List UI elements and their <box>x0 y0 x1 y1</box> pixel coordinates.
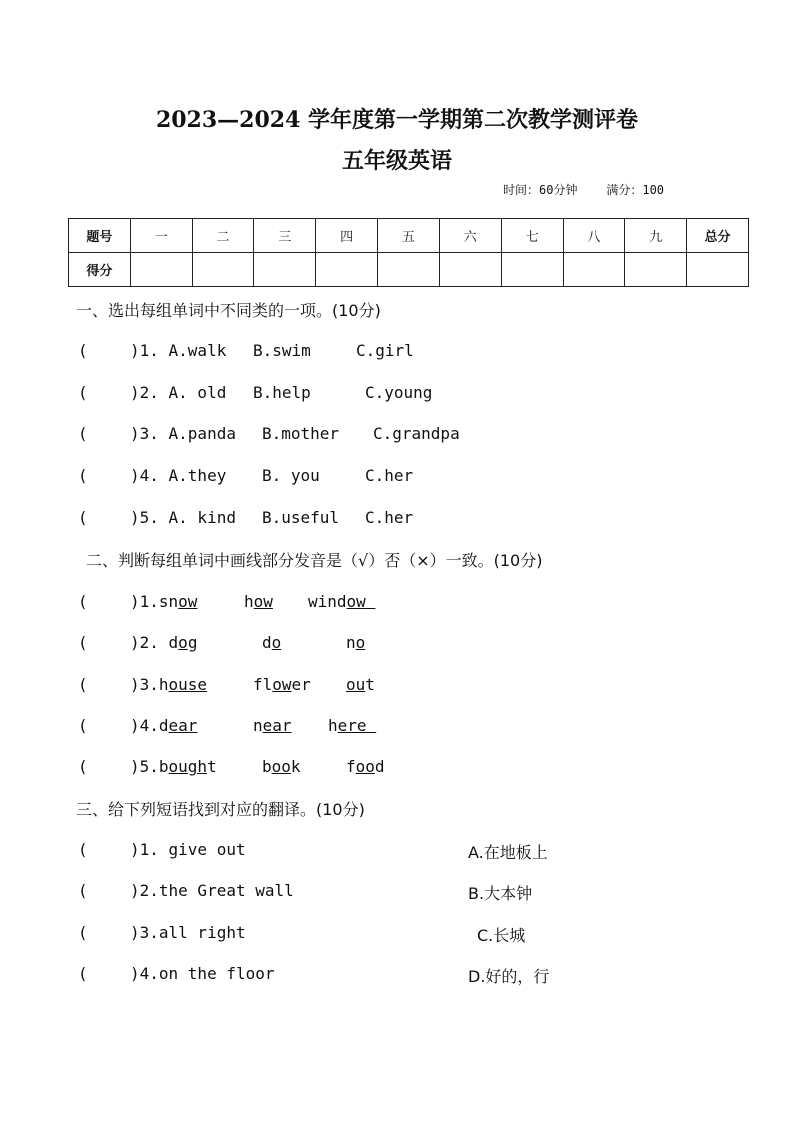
score-cell-q9: 九 <box>625 219 687 253</box>
word-2-text: b <box>262 757 272 776</box>
word-1 <box>130 716 197 735</box>
score-input-4[interactable] <box>316 253 378 287</box>
score-table-score-row <box>69 253 749 287</box>
word-3-text: h <box>328 716 338 735</box>
section1-heading: 一、选出每组单词中不同类的一项。(10分) <box>76 301 381 320</box>
word-3 <box>346 757 385 776</box>
answer-blank[interactable]: ( <box>78 757 88 776</box>
word-3 <box>328 716 376 735</box>
word-1-underlined: ouse <box>168 675 208 694</box>
score-cell-q6: 六 <box>439 219 501 253</box>
score-cell-q3: 三 <box>254 219 316 253</box>
word-2 <box>244 592 273 611</box>
score-input-5[interactable] <box>378 253 440 287</box>
option-b: B.swim <box>253 341 311 360</box>
word-1 <box>130 757 217 776</box>
list-item <box>78 633 366 657</box>
word-2-underlined: ow <box>253 592 273 611</box>
option-a: )2. A. old <box>130 383 227 402</box>
option-c: C.her <box>365 508 414 527</box>
list-item <box>78 383 433 407</box>
option-a: )1. A.walk <box>130 341 227 360</box>
score-cell-q8: 八 <box>563 219 625 253</box>
list-item <box>78 466 414 490</box>
word-1-tail: g <box>187 633 198 652</box>
answer-blank[interactable]: ( <box>78 466 88 485</box>
option-a: )4. A.they <box>130 466 227 485</box>
score-cell-total: 总分 <box>687 219 749 253</box>
score-input-6[interactable] <box>439 253 501 287</box>
answer-blank[interactable]: ( <box>78 508 88 527</box>
exam-subtitle: 五年级英语 <box>341 148 452 174</box>
answer-blank[interactable]: ( <box>78 675 88 694</box>
word-3-underlined: ow <box>346 592 376 611</box>
option-a: )5. A. kind <box>130 508 236 527</box>
word-2 <box>253 675 311 694</box>
option-c: C.grandpa <box>373 424 460 443</box>
list-item <box>78 881 533 905</box>
word-1-text: )4.d <box>130 716 169 735</box>
phrase: )3.all right <box>130 923 246 942</box>
list-item <box>78 424 460 448</box>
word-2-underlined: oo <box>271 757 291 776</box>
phrase: )1. give out <box>130 840 246 859</box>
word-3-tail: d <box>374 757 385 776</box>
word-2 <box>262 757 301 776</box>
option-b: B.mother <box>262 424 340 443</box>
list-item <box>78 757 385 781</box>
word-1 <box>130 592 197 611</box>
word-2-text: h <box>244 592 254 611</box>
word-1-underlined: ow <box>178 592 198 611</box>
list-item <box>78 341 414 365</box>
phrase: )2.the Great wall <box>130 881 294 900</box>
list-item <box>78 923 526 947</box>
option-c: C.young <box>365 383 433 402</box>
list-item <box>78 716 377 740</box>
word-1-tail: t <box>207 757 217 776</box>
word-1-text: )3.h <box>130 675 169 694</box>
word-1-underlined: ough <box>168 757 208 776</box>
answer-blank[interactable]: ( <box>78 840 88 859</box>
answer-blank[interactable]: ( <box>78 633 88 652</box>
answer-blank[interactable]: ( <box>78 881 88 900</box>
answer-blank[interactable]: ( <box>78 341 88 360</box>
translation-option: D.好的，行 <box>468 967 550 986</box>
word-1 <box>130 675 207 694</box>
score-cell-q4: 四 <box>316 219 378 253</box>
option-b: B.help <box>253 383 311 402</box>
word-1-underlined: o <box>178 633 188 652</box>
word-3-underlined: oo <box>355 757 375 776</box>
option-b: B. you <box>262 466 320 485</box>
score-input-1[interactable] <box>130 253 192 287</box>
word-2-text: n <box>253 716 263 735</box>
score-cell-q2: 二 <box>192 219 254 253</box>
translation-option: A.在地板上 <box>468 843 548 862</box>
phrase: )4.on the floor <box>130 964 275 983</box>
word-2-tail: k <box>290 757 301 776</box>
word-1-text: )1.sn <box>130 592 179 611</box>
word-3-underlined: ou <box>346 675 366 694</box>
word-3-underlined: ere <box>337 716 377 735</box>
word-2-text: d <box>262 633 272 652</box>
score-input-total[interactable] <box>687 253 749 287</box>
list-item <box>78 840 548 864</box>
answer-blank[interactable]: ( <box>78 716 88 735</box>
word-1-text: )2. d <box>130 633 179 652</box>
list-item <box>78 592 376 616</box>
score-table <box>68 218 749 287</box>
answer-blank[interactable]: ( <box>78 964 88 983</box>
word-2 <box>253 716 292 735</box>
score-input-2[interactable] <box>192 253 254 287</box>
section2-heading: 二、判断每组单词中画线部分发音是（√）否（×）一致。(10分) <box>86 551 543 570</box>
word-3 <box>346 633 365 652</box>
word-3-underlined: o <box>355 633 366 652</box>
exam-title: 2023—2024 学年度第一学期第二次教学测评卷 <box>155 107 639 133</box>
score-input-9[interactable] <box>625 253 687 287</box>
word-2-text: fl <box>253 675 273 694</box>
word-2-underlined: ow <box>272 675 292 694</box>
score-input-8[interactable] <box>563 253 625 287</box>
word-1-underlined: ear <box>168 716 198 735</box>
score-cell-q1: 一 <box>130 219 192 253</box>
word-2-underlined: o <box>271 633 282 652</box>
answer-blank[interactable]: ( <box>78 424 88 443</box>
list-item <box>78 964 550 988</box>
exam-meta: 时间：60分钟 满分：100 <box>503 183 665 197</box>
word-1 <box>130 633 197 652</box>
answer-blank[interactable]: ( <box>78 923 88 942</box>
list-item <box>78 675 375 699</box>
translation-option: B.大本钟 <box>468 884 533 903</box>
score-cell-label: 题号 <box>69 219 131 253</box>
word-3 <box>308 592 375 611</box>
score-input-3[interactable] <box>254 253 316 287</box>
section3-heading: 三、给下列短语找到对应的翻译。(10分) <box>76 800 365 819</box>
score-input-7[interactable] <box>501 253 563 287</box>
translation-option: C.长城 <box>477 926 526 945</box>
word-3-tail: t <box>365 675 375 694</box>
option-c: C.girl <box>356 341 414 360</box>
list-item <box>78 508 414 532</box>
word-2 <box>262 633 281 652</box>
answer-blank[interactable]: ( <box>78 383 88 402</box>
answer-blank[interactable]: ( <box>78 592 88 611</box>
option-b: B.useful <box>262 508 340 527</box>
score-table-header-row <box>69 219 749 253</box>
score-row-label: 得分 <box>69 253 131 287</box>
option-a: )3. A.panda <box>130 424 236 443</box>
word-3 <box>346 675 375 694</box>
word-3-text: n <box>346 633 356 652</box>
score-cell-q5: 五 <box>378 219 440 253</box>
word-1-text: )5.b <box>130 757 169 776</box>
word-3-text: wind <box>308 592 347 611</box>
word-2-tail: er <box>291 675 311 694</box>
option-c: C.her <box>365 466 414 485</box>
score-cell-q7: 七 <box>501 219 563 253</box>
word-3-text: f <box>346 757 356 776</box>
word-2-underlined: ear <box>262 716 292 735</box>
